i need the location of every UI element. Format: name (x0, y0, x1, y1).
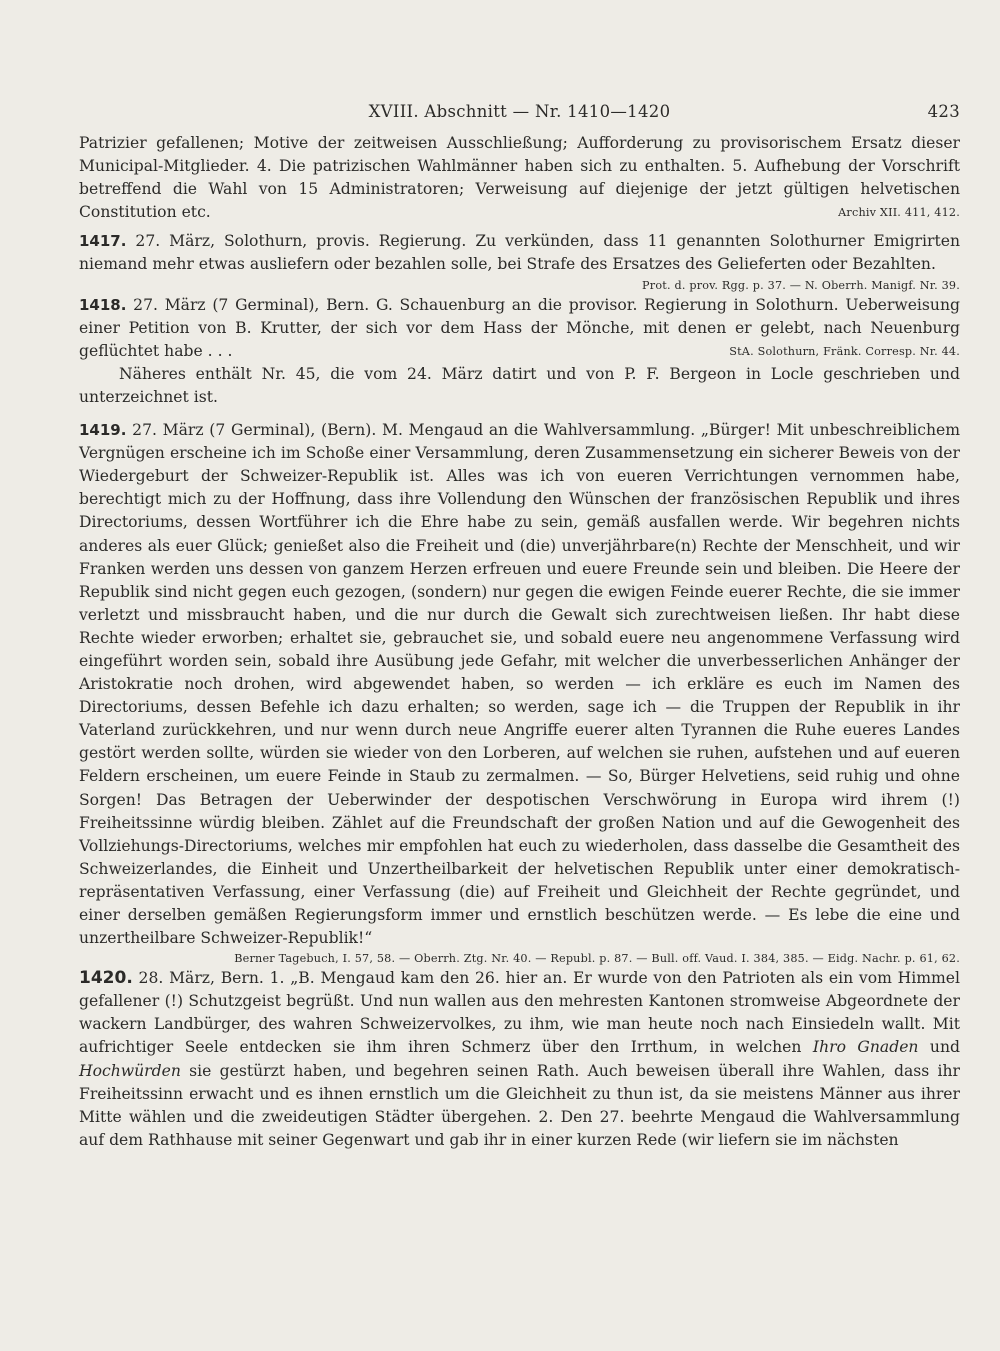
entry-1420 (79, 967, 960, 1152)
entry-1417 (79, 230, 960, 276)
entry-text: 27. März (7 Germinal), Bern. G. Schauenburg an die provisor. Regierung in Solothurn. Ueberweisung einer Petition von B. Krutter, der sich vor dem Hass der Mönche, mit denen er gelebt, nach Neuenburg geflüchtet habe . . . (79, 295, 960, 360)
entry-1418 (79, 294, 960, 363)
entry-1417-citation: Prot. d. prov. Rgg. p. 37. — N. Oberrh. Manigf. Nr. 39. (642, 278, 960, 292)
section-title: XVIII. Abschnitt — Nr. 1410—1420 (368, 102, 671, 121)
intro-paragraph (79, 132, 960, 224)
intro-citation: Archiv XII. 411, 412. (838, 206, 960, 220)
entry-number: 1417. (79, 232, 127, 251)
entry-1418-note: Näheres enthält Nr. 45, die vom 24. März datirt und von P. F. Bergeon in Locle geschrieben und unterzeichnet ist. (79, 364, 960, 406)
italic-phrase: Hochwürden (79, 1061, 181, 1080)
entry-number: 1418. (79, 295, 127, 314)
intro-text: Patrizier gefallenen; Motive der zeitweisen Ausschließung; Aufforderung zu provisorischem Ersatz dieser Municipal-Mitglieder. 4. Die patrizischen Wahlmänner haben sich zu enthalten. 5. Aufhebung der Vorschrift betreffend die Wahl von 15 Administratoren; Verweisung auf diejenige der jetzt gültigen helvetischen Constitution etc. (79, 134, 960, 222)
entry-text: 28. März, Bern. 1. „B. Mengaud kam den 26. hier an. Er wurde von den Patrioten als ein vom Himmel gefallener (!) Schutzgeist begrüßt. Und nun wallen aus den mehresten Kantonen stromweise Abgeordnete der wackern Landbürger, des wahren Schweizervolkes, zu ihm, wie man heute noch nach Einsiedeln wallt. Mit aufrichtiger Seele entdecken sie ihm ihren Schmerz über den Irrthum, in welchen (79, 969, 960, 1057)
entry-text: und (918, 1038, 960, 1057)
entry-1418-citation: StA. Solothurn, Fränk. Corresp. Nr. 44. (729, 344, 960, 358)
italic-phrase: Ihro Gnaden (812, 1038, 919, 1057)
running-head (79, 102, 960, 132)
entry-number: 1420. (79, 968, 133, 989)
entry-text: 27. März, Solothurn, provis. Regierung. Zu verkünden, dass 11 genannten Solothurner Emigrirten niemand mehr etwas ausliefern oder bezahlen solle, bei Strafe des Ersatzes des Gelieferten oder Bezahlten. (79, 232, 960, 274)
entry-number: 1419. (79, 421, 127, 440)
entry-text: 27. März (7 Germinal), (Bern). M. Mengaud an die Wahlversammlung. „Bürger! Mit unbeschreiblichem Vergnügen erscheine ich im Schoße einer Versammlung, deren Zusammensetzung ein sicherer Beweis von der Wiedergeburt der Schweizer-Republik ist. Alles was ich von eueren Verrichtungen vernommen habe, berechtigt mich zu der Hoffnung, dass ihre Vollendung den Wünschen der französischen Republik und ihres Directoriums, dessen Wortführer ich die Ehre habe zu sein, gemäß ausfallen werde. Wir begehren nichts anderes als euer Glück; genießet also die Freiheit und (die) unverjährbare(n) Rechte der Menschheit, und wir Franken werden uns dessen von ganzem Herzen erfreuen und euere Freunde sein und bleiben. Die Heere der Republik sind nicht gegen euch gezogen, (sondern) nur gegen die ewigen Feinde euerer Rechte, die sie immer verletzt und missbraucht haben, und die nur durch die Gewalt sich zurechtweisen ließen. Ihr habt diese Rechte wieder erworben; erhaltet sie, gebrauchet sie, und sobald euere neu angenommene Verfassung wird eingeführt worden sein, sobald ihre Ausübung jede Gefahr, mit welcher die unverbesserlichen Anhänger der Aristokratie noch drohen, wird abgewendet haben, so werden — ich erkläre es euch im Namen des Directoriums, dessen Befehle ich dazu erhalten; so werden, sage ich — die Truppen der Republik in ihr Vaterland zurückkehren, und nur wenn durch neue Angriffe euerer alten Tyrannen die Ruhe eueres Landes gestört werden sollte, würden sie wieder von den Lorberen, auf welchen sie ruhen, aufstehen und auf eueren Feldern erscheinen, um euere Feinde in Staub zu zermalmen. — So, Bürger Helvetiens, seid ruhig und ohne Sorgen! Das Betragen der Ueberwinder der despotischen Verschwörung in Europa wird ihrem (!) Freiheitssinne würdig bleiben. Zählet auf die Freundschaft der großen Nation und auf die Gewogenheit des Vollziehungs-Directoriums, welches mir empfohlen hat euch zu wiederholen, dass dasselbe die Gesamtheit des Schweizerlandes, die Einheit und Unzertheilbarkeit der helvetischen Republik unter einer demokratisch-repräsentativen Verfassung, einer Verfassung (die) auf Freiheit und Gleichheit der Rechte gegründet, und einer derselben gemäßen Regierungsform immer und ernstlich beschützen werde. — Es lebe die eine und unzertheilbare Schweizer-Republik!“ (79, 421, 960, 948)
page-number: 423 (927, 102, 960, 121)
entry-text: sie gestürzt haben, und begehren seinen Rath. Auch beweisen überall ihre Wahlen, dass ihr Freiheitssinn erwacht und es ihnen ernstlich um die Gleichheit zu thun ist, da sie meistens Männer aus ihrer Mitte wählen und die zweideutigen Städter übergehen. 2. Den 27. beehrte Mengaud die Wahlversammlung auf dem Rathhause mit seiner Gegenwart und gab ihr in einer kurzen Rede (wir liefern sie im nächsten (79, 1061, 960, 1149)
entry-1419-citation: Berner Tagebuch, I. 57, 58. — Oberrh. Ztg. Nr. 40. — Republ. p. 87. — Bull. off. Vaud. I. 384, 385. — Eidg. Nachr. p. 61, 62. (234, 952, 960, 966)
entry-1419 (79, 419, 960, 950)
